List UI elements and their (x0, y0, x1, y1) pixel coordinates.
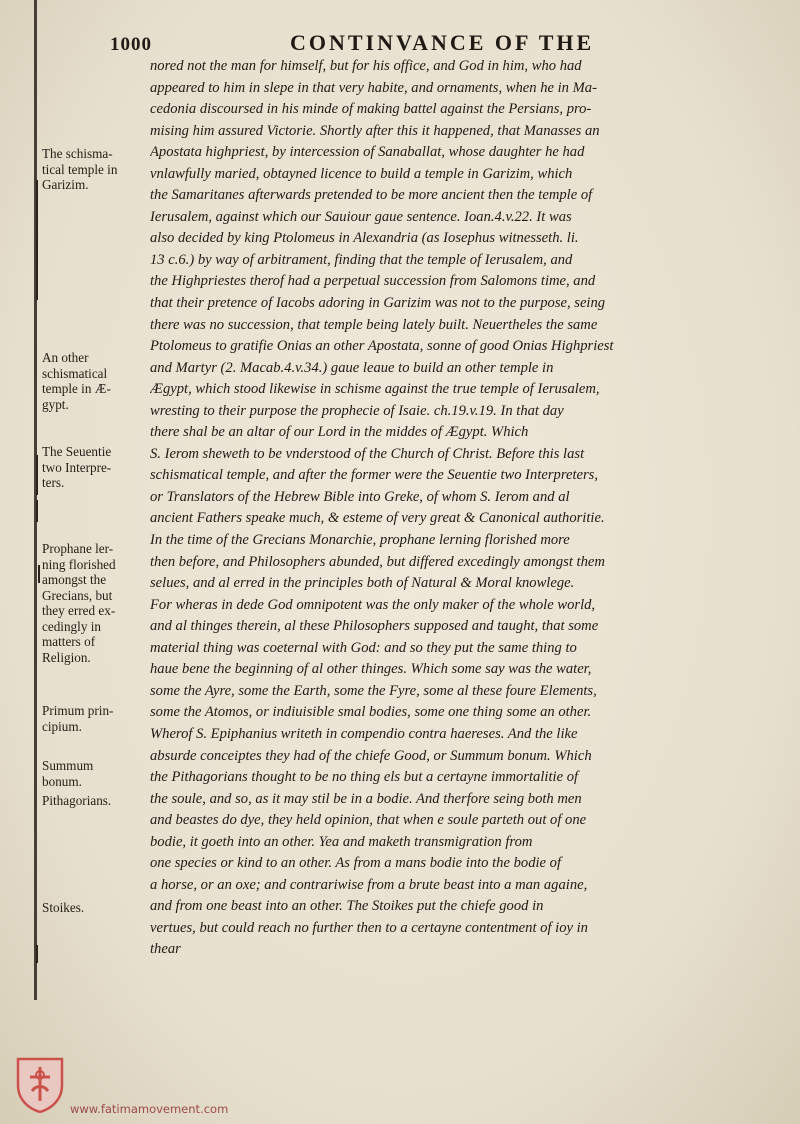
margin-note-line: matters of (42, 634, 96, 649)
body-line: some the Atomos, or indiuisible smal bodies, some one thing some an other. (150, 704, 592, 721)
margin-note-line: Summum (42, 758, 94, 773)
body-line: wresting to their purpose the prophecie of Isaie. ch.19.v.19. In that day (150, 402, 564, 419)
body-line: selues, and al erred in the principles both of Natural & Moral knowlege. (150, 575, 575, 592)
margin-note-line: cedingly in (42, 618, 101, 634)
margin-note-line: Pithagorians. (42, 793, 112, 808)
body-line: schismatical temple, and after the former were the Seuentie two Interpreters, (150, 467, 598, 484)
margin-note-line: Stoikes. (42, 900, 85, 915)
body-line: one species or kind to an other. As from a mans bodie into the bodie of (150, 855, 562, 872)
margin-note-line: Grecians, but (42, 587, 113, 603)
body-line: that their pretence of Iacobs adoring in Garizim was not to the purpose, seing (150, 295, 606, 312)
margin-note-stoikes (42, 900, 146, 916)
body-line: Wherof S. Epiphanius writeth in compendio contra haereses. And the like (150, 725, 578, 742)
running-head: CONTINVANCE OF THE (290, 30, 595, 55)
margin-note-line: gypt. (42, 396, 69, 412)
body-line: then before, and Philosophers abunded, but differed excedingly amongst them (150, 553, 605, 570)
margin-note-seventie-interpreters (42, 444, 146, 491)
body-line: and Martyr (2. Macab.4.v.34.) gaue leaue to build an other temple in (150, 359, 554, 376)
body-line: nored not the man for himself, but for his office, and God in him, who had (150, 58, 582, 74)
page-number: 1000 (110, 34, 152, 55)
margin-note-schismatical-temple-garizim (42, 146, 146, 193)
margin-note-line: An other (42, 350, 89, 365)
margin-bar (36, 500, 38, 522)
margin-note-line: they erred ex- (42, 603, 116, 618)
body-line: vnlawfully maried, obtayned licence to build a temple in Garizim, which (150, 165, 573, 182)
margin-bar (36, 455, 38, 495)
margin-note-line: The Seuentie (42, 444, 112, 459)
footer-url[interactable]: www.fatimamovement.com (70, 1102, 229, 1116)
body-line: and from one beast into an other. The Stoikes put the chiefe good in (150, 898, 544, 915)
body-line: and al thinges therein, al these Philosophers supposed and taught, that some (150, 618, 599, 635)
body-line: also decided by king Ptolomeus in Alexandria (as Iosephus witnesseth. li. (150, 230, 579, 247)
body-line: or Translators of the Hebrew Bible into Greke, of whom S. Ierom and al (150, 488, 570, 505)
body-line: Ierusalem, against which our Sauiour gaue sentence. Ioan.4.v.22. It was (150, 208, 572, 225)
margin-note-line: schismatical (42, 365, 108, 381)
margin-note-line: bonum. (42, 773, 82, 789)
body-line: mising him assured Victorie. Shortly after this it happened, that Manasses an (150, 122, 600, 139)
fatima-movement-crest-icon (14, 1055, 66, 1113)
margin-note-line: The schisma- (42, 146, 113, 161)
body-line: Apostata highpriest, by intercession of Sanaballat, whose daughter he had (150, 144, 585, 161)
body-line: and beastes do dye, they held opinion, that when e soule parteth out of one (150, 812, 587, 829)
body-line: the Samaritanes afterwards pretended to be more ancient then the temple of (150, 187, 593, 204)
body-line: the soule, and so, as it may stil be in a bodie. And therfore seing both men (150, 790, 582, 807)
body-line: In the time of the Grecians Monarchie, prophane lerning florished more (150, 532, 570, 549)
body-line: Ptolomeus to gratifie Onias an other Apostata, sonne of good Onias Highpriest (150, 338, 614, 355)
body-line: Ægypt, which stood likewise in schisme against the true temple of Ierusalem, (150, 381, 600, 398)
margin-note-line: ters. (42, 475, 65, 490)
margin-bar (36, 180, 38, 300)
margin-note-line: temple in Æ- (42, 381, 111, 396)
body-line: S. Ierom sheweth to be vnderstood of the Church of Christ. Before this last (150, 445, 585, 462)
body-line: material thing was coeternal with God: and so they put the same thing to (150, 639, 577, 656)
margin-note-line: amongst the (42, 572, 107, 587)
body-line: the Pithagorians thought to be no thing els but a certayne immortalitie of (150, 769, 579, 786)
body-line: a horse, or an oxe; and contrariwise from a brute beast into a man againe, (150, 876, 588, 893)
page-header (110, 30, 610, 58)
margin-note-line: Garizim. (42, 177, 89, 192)
body-line: appeared to him in slepe in that very habite, and ornaments, when he in Ma- (150, 79, 597, 96)
margin-note-summum-bonum (42, 758, 146, 789)
body-text (150, 56, 780, 961)
body-line: haue bene the beginning of al other thinges. Which some say was the water, (150, 661, 592, 678)
margin-note-prophane-lerning (42, 541, 146, 665)
margin-bar (38, 565, 40, 583)
margin-note-line: Prophane ler- (42, 541, 114, 556)
margin-note-line: Religion. (42, 649, 91, 665)
margin-note-primum-principium (42, 703, 146, 734)
body-line: bodie, it goeth into an other. Yea and maketh transmigration from (150, 833, 533, 850)
body-line: some the Ayre, some the Earth, some the Fyre, some al these foure Elements, (150, 682, 597, 699)
margin-note-schismatical-temple-egypt (42, 350, 146, 412)
margin-note-line: Primum prin- (42, 703, 114, 718)
body-line: 13 c.6.) by way of arbitrament, finding that the temple of Ierusalem, and (150, 251, 573, 268)
margin-note-line: ning florished (42, 556, 116, 572)
body-line: there shal be an altar of our Lord in the middes of Ægypt. Which (150, 424, 529, 441)
margin-note-line: cipium. (42, 718, 82, 734)
body-line: ancient Fathers speake much, & esteme of very great & Canonical authoritie. (150, 510, 605, 527)
margin-note-line: two Interpre- (42, 459, 112, 475)
body-line: For wheras in dede God omnipotent was the only maker of the whole world, (150, 596, 596, 613)
margin-note-line: tical temple in (42, 161, 118, 177)
body-line: the Highpriestes therof had a perpetual succession from Salomons time, and (150, 273, 596, 290)
body-line: vertues, but could reach no further then to a certayne contentment of ioy in (150, 919, 588, 936)
body-line: absurde conceiptes they had of the chiefe Good, or Summum bonum. Which (150, 747, 592, 764)
margin-note-pithagorians (42, 793, 146, 809)
margin-bar (36, 945, 38, 963)
body-line: there was no succession, that temple being lately built. Neuertheles the same (150, 316, 598, 333)
body-line: cedonia discoursed in his minde of making battel against the Persians, pro- (150, 101, 592, 118)
body-line: thear (150, 941, 181, 958)
